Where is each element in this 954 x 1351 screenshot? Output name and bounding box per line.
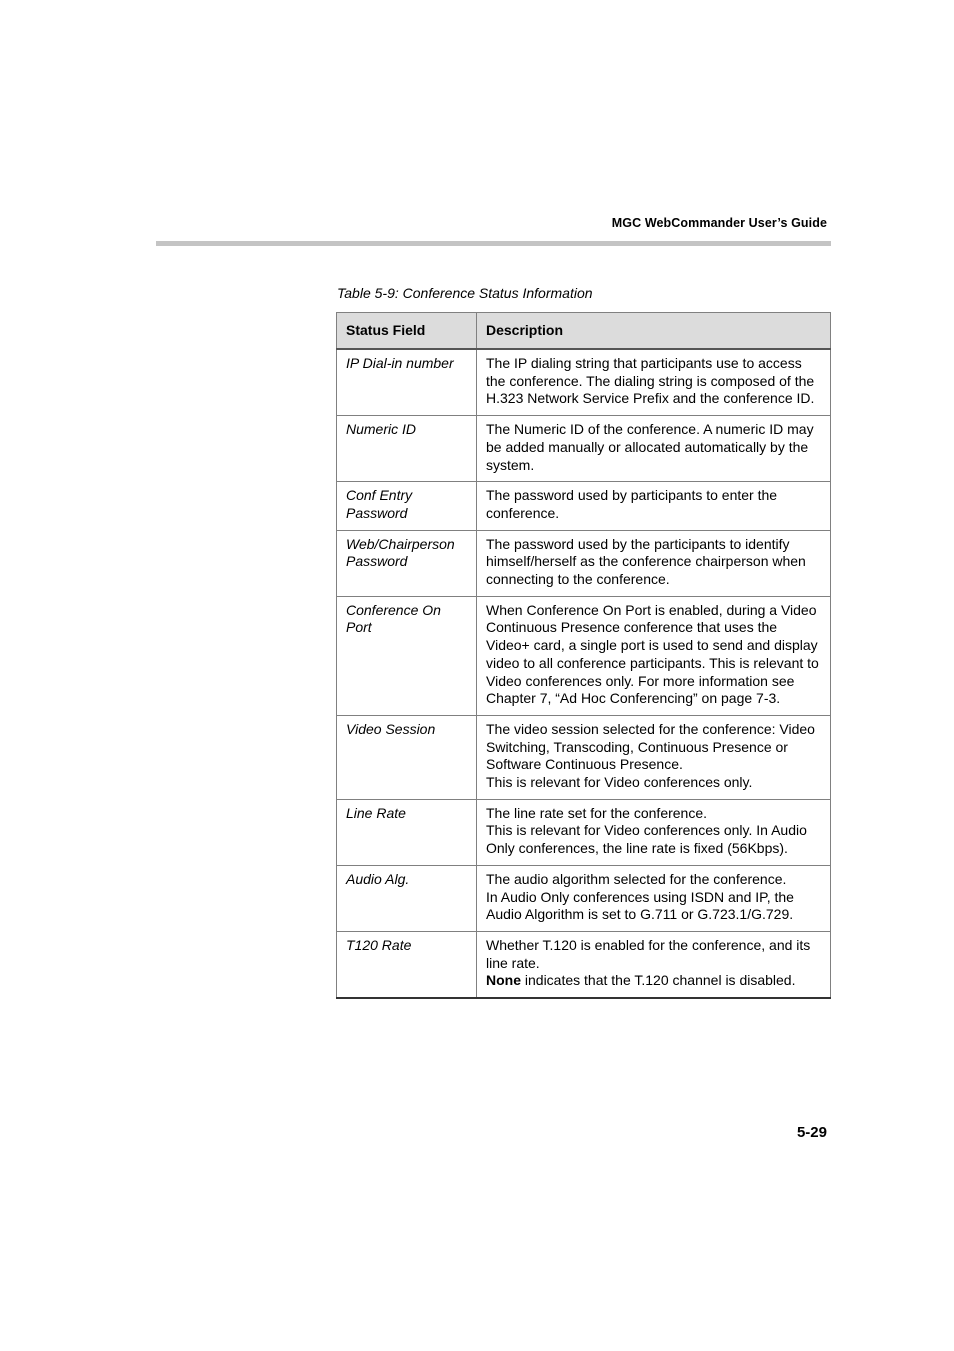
description-cell bbox=[477, 349, 831, 416]
status-field-cell: Video Session bbox=[337, 715, 477, 799]
description-note: This is relevant for Video conferences only. bbox=[486, 774, 753, 791]
description-note: This is relevant for Video conferences only. In Audio Only conferences, the line rate is fixed (56Kbps). bbox=[486, 822, 807, 857]
status-field-cell: Audio Alg. bbox=[337, 865, 477, 931]
description-cell bbox=[477, 596, 831, 715]
description-text: The password used by the participants to identify himself/herself as the conference chairperson when connecting to the conference. bbox=[486, 535, 806, 588]
description-cell bbox=[477, 715, 831, 799]
status-field-cell: Conference On Port bbox=[337, 596, 477, 715]
status-field-cell: Web/Chairperson Password bbox=[337, 530, 477, 596]
running-header-title: MGC WebCommander User’s Guide bbox=[611, 216, 827, 230]
table-row bbox=[337, 865, 831, 931]
table-row bbox=[337, 416, 831, 482]
status-field-cell: Line Rate bbox=[337, 799, 477, 865]
description-cell bbox=[477, 482, 831, 530]
conference-status-table bbox=[336, 312, 831, 999]
description-text: The IP dialing string that participants use to access the conference. The dialing string is composed of the H.323 Network Service Prefix and the conference ID. bbox=[486, 355, 815, 407]
status-field-cell: IP Dial-in number bbox=[337, 349, 477, 416]
description-cell bbox=[477, 799, 831, 865]
status-field-cell: T120 Rate bbox=[337, 931, 477, 998]
table-header-row bbox=[337, 313, 831, 350]
table-row bbox=[337, 715, 831, 799]
description-text: The audio algorithm selected for the conference. bbox=[486, 870, 787, 887]
description-note-text: indicates that the T.120 channel is disabled. bbox=[521, 972, 796, 989]
description-text: The video session selected for the conference: Video Switching, Transcoding, Continuous Presence or Software Continuous Presence. bbox=[486, 720, 815, 773]
description-cell bbox=[477, 416, 831, 482]
description-note bbox=[486, 972, 821, 990]
description-text: The line rate set for the conference. bbox=[486, 804, 708, 821]
table-caption: Table 5-9: Conference Status Information bbox=[337, 285, 593, 301]
status-field-cell: Conf Entry Password bbox=[337, 482, 477, 530]
table-row bbox=[337, 349, 831, 416]
description-text: The password used by participants to enter the conference. bbox=[486, 487, 778, 521]
page-number: 5-29 bbox=[796, 1124, 827, 1141]
status-field-cell: Numeric ID bbox=[337, 416, 477, 482]
description-cell bbox=[477, 530, 831, 596]
column-header-description: Description bbox=[477, 313, 831, 350]
table-row bbox=[337, 596, 831, 715]
table-row bbox=[337, 931, 831, 998]
description-bold-term: None bbox=[486, 972, 521, 989]
table-row bbox=[337, 799, 831, 865]
table-row bbox=[337, 530, 831, 596]
description-cell bbox=[477, 931, 831, 998]
column-header-status-field: Status Field bbox=[337, 313, 477, 350]
table-row bbox=[337, 482, 831, 530]
description-text: The Numeric ID of the conference. A numeric ID may be added manually or allocated automatically by the system. bbox=[486, 421, 814, 473]
header-rule bbox=[156, 241, 831, 246]
description-note: In Audio Only conferences using ISDN and IP, the Audio Algorithm is set to G.711 or G.723.1/G.729. bbox=[486, 888, 794, 923]
description-cell bbox=[477, 865, 831, 931]
description-text: Whether T.120 is enabled for the conference, and its line rate. bbox=[486, 936, 811, 971]
description-text: When Conference On Port is enabled, during a Video Continuous Presence conference that uses the Video+ card, a single port is used to send and display video to all conference participants. This is relevant to Video conferences only. For more information see Chapter 7, “Ad Hoc Conferencing” on page 7-3. bbox=[486, 601, 819, 707]
